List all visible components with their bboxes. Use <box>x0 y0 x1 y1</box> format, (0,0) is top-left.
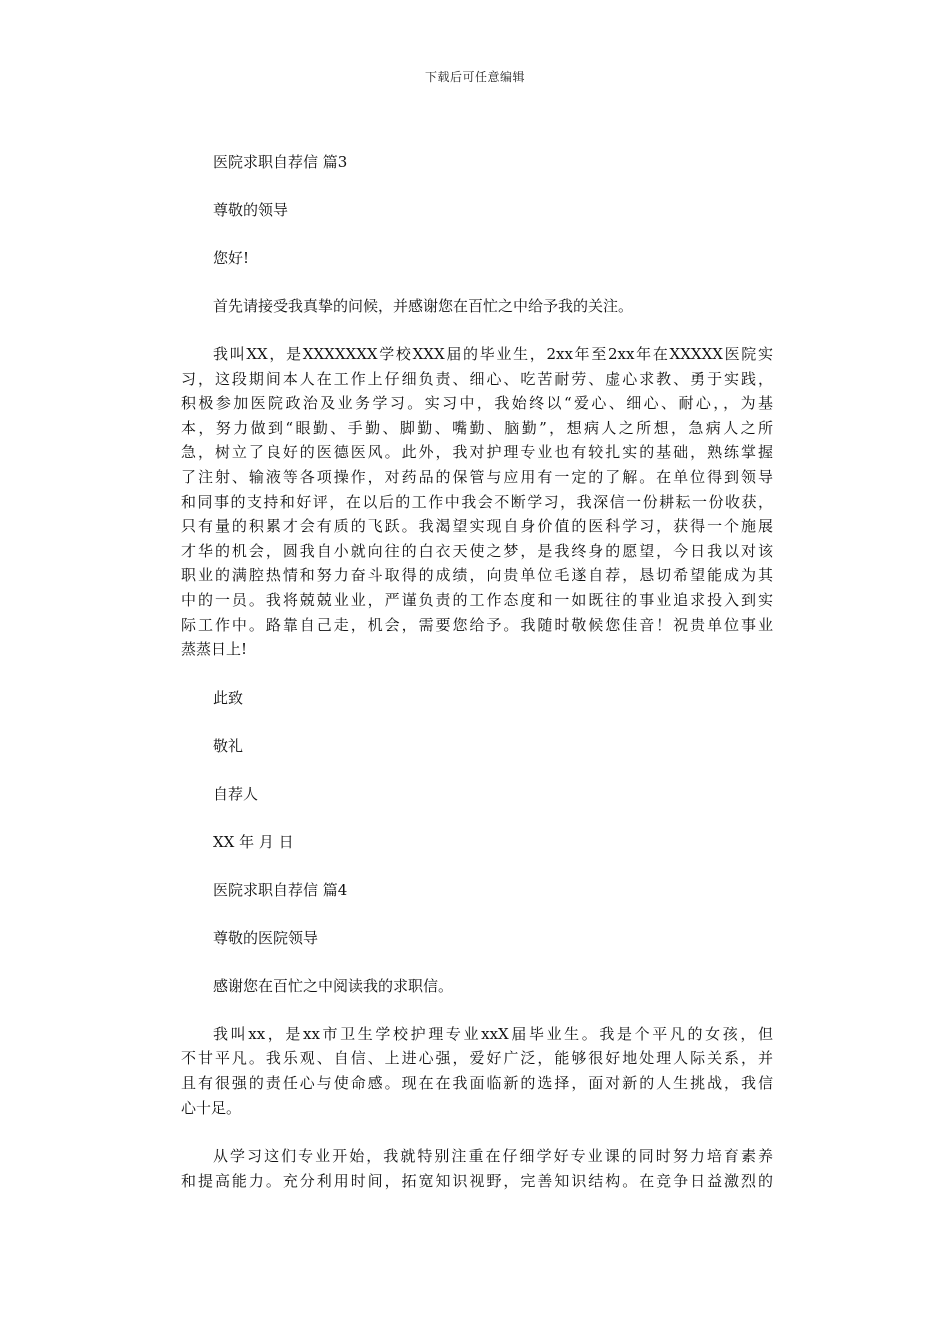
letter4-title: 医院求职自荐信 篇4 <box>213 880 348 899</box>
letter4-opening: 感谢您在百忙之中阅读我的求职信。 <box>213 976 454 995</box>
body-line: 只有量的积累才会有质的飞跃。我渴望实现自身价值的医科学习，获得一个施展 <box>181 517 773 536</box>
letter3-body <box>181 342 773 662</box>
body-line: 急，树立了良好的医德医风。此外，我对护理专业也有较扎实的基础，熟练掌握 <box>181 443 773 462</box>
body-line: 从学习这们专业开始，我就特别注重在仔细学好专业课的同时努力培育素养 <box>213 1147 773 1166</box>
body-line: 我叫XX，是XXXXXXX学校XXX届的毕业生，2xx年至2xx年在XXXXX医院实 <box>213 345 773 363</box>
letter4-paragraph-1 <box>181 1022 773 1120</box>
letter-content <box>181 150 773 1193</box>
body-line: 中的一员。我将兢兢业业，严谨负责的工作态度和一如既往的事业追求投入到实 <box>181 590 773 609</box>
body-line: 不甘平凡。我乐观、自信、上进心强，爱好广泛，能够很好地处理人际关系，并 <box>181 1049 773 1068</box>
body-line: 且有很强的责任心与使命感。现在在我面临新的选择，面对新的人生挑战，我信 <box>181 1073 773 1092</box>
body-line: 我叫xx，是xx市卫生学校护理专业xxX届毕业生。我是个平凡的女孩，但 <box>213 1024 773 1043</box>
body-line: 心十足。 <box>181 1098 242 1117</box>
letter3-closing-1: 此致 <box>213 688 244 707</box>
letter3-greeting: 您好! <box>213 249 250 267</box>
body-line: 蒸蒸日上! <box>181 640 248 659</box>
body-line: 积极参加医院政治及业务学习。实习中，我始终以“爱心、细心、耐心，，为基 <box>181 394 773 413</box>
header-note: 下载后可任意编辑 <box>424 70 525 84</box>
letter4-paragraph-2 <box>181 1144 773 1193</box>
body-line: 了注射、输液等各项操作，对药品的保管与应用有一定的了解。在单位得到领导 <box>181 467 773 486</box>
letter3-opening: 首先请接受我真挚的问候，并感谢您在百忙之中给予我的关注。 <box>213 297 634 315</box>
letter3-signer: 自荐人 <box>213 784 259 803</box>
body-line: 职业的满腔热情和努力奋斗取得的成绩，向贵单位毛遂自荐，恳切希望能成为其 <box>181 566 773 585</box>
body-line: 和同事的支持和好评，在以后的工作中我会不断学习，我深信一份耕耘一份收获， <box>181 492 773 511</box>
body-line: 习，这段期间本人在工作上仔细负责、细心、吃苦耐劳、虚心求教、勇于实践， <box>181 369 773 388</box>
letter3-salutation: 尊敬的领导 <box>213 201 289 219</box>
letter3-title: 医院求职自荐信 篇3 <box>213 153 348 171</box>
body-line: 际工作中。路靠自己走，机会，需要您给予。我随时敬候您佳音！祝贵单位事业 <box>181 615 773 634</box>
body-line: 和提高能力。充分利用时间，拓宽知识视野，完善知识结构。在竞争日益激烈的 <box>181 1171 773 1190</box>
letter4-salutation: 尊敬的医院领导 <box>213 928 319 947</box>
letter3-closing-2: 敬礼 <box>213 736 244 755</box>
body-line: 才华的机会，圆我自小就向往的白衣天使之梦，是我终身的愿望，今日我以对该 <box>181 541 773 560</box>
letter3-date: XX 年 月 日 <box>213 832 294 851</box>
body-line: 本，努力做到“眼勤、手勤、脚勤、嘴勤、脑勤”，想病人之所想，急病人之所 <box>181 418 773 437</box>
